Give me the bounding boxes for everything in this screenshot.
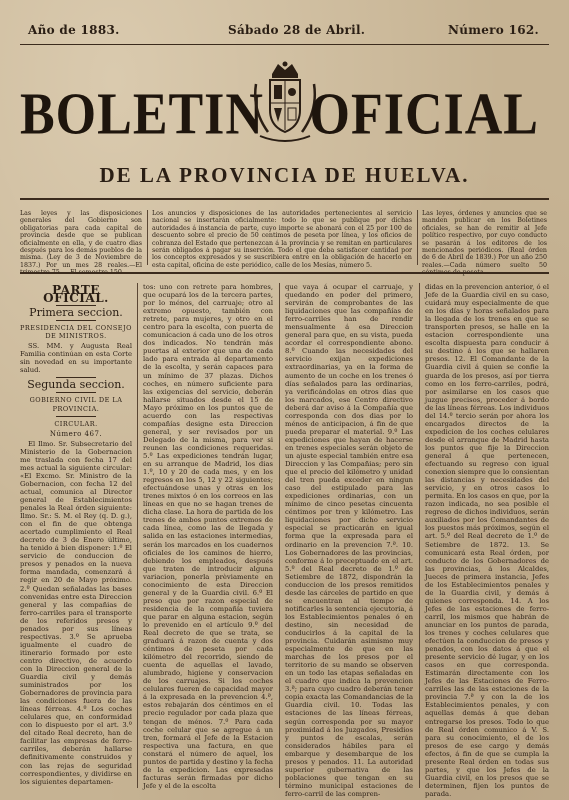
paragraph: El Ilmo. Sr. Subsecretario del Ministerio de la Gobernacion me traslada con fecha 17 del mes actual la siguiente circular: «El Excmo. Sr. Ministro de la Gobernacion, con fecha 12 del actual, comunica al Director general de Establecimientos penales la Real órden siguiente: Ilmo. Sr.: S. M. el Rey (q. D. g.), con el fin de que obtenga acertado cumplimiento el Real decreto de 3 de Enero último, ha tenido á bien disponer: 1.º El servicio de conduccion de presos y penados en la nueva forma mandada, comenzará á regir en 20 de Mayo próximo. 2.º Quedan señaladas las bases convenidas entre esta Direccion general y las compañias de ferro-carriles para el transporte de los referidos presos y penados por sus líneas respectivas. 3.º Se aprueba igualmente el cuadro de itinerario formado por este centro directivo, de acuerdo con la Direccion general de la Guardia civil y demás suministrados por los Gobernadores de provincia para las condiciones fuera de las líneas férreas. 4.º Los coches celulares que, en conformidad con lo dispuesto por el art. 3.º del citado Real decreto, han de facilitar las empresas de ferro-carriles, deberán hallarse definitivamente construidos y con las rejas de seguridad correspondientes, y dividirse en los siguientes departamen- — [20, 439, 132, 786]
masthead-title-left: BOLETIN — [20, 81, 264, 148]
body-rule — [20, 272, 549, 274]
info-column-2: Los anuncios y disposiciones de las autoridades pertenecientes al servicio nacional se insertarán oficialmente: todo lo que se publique por dichas autoridades á instancia de parte, cuyo importe se abonará con el 25 por 100 de descuento sobre el precio de 50 centimos de peseta por línea, y los oficios de cobranza del Estado que pertenezcan á la provincia y se remitan en particulares serán obligados á pagar su inserción. Todo el que deba satisfacer cantidad por los conceptos expresados y se suscribiera entre en la obligación de hacerlo en esta capital, oficina de este periódico, calle de los Mesías, número 5. — [152, 210, 412, 269]
masthead-title-right: OFICIAL — [309, 81, 539, 148]
header-rule — [20, 44, 549, 45]
info-column-1: Las leyes y las disposiciones generales del Gobierno son obligatorias para cada capital de provincia desde que se publican oficialmente en ella, y de cuatro dias después para los demás pueblos de la misma. (Ley de 3 de Noviembre de 1837.) Por un mes 28 reales.—El trimestre 75. —El semestre 150. — [20, 210, 142, 277]
issue-header — [20, 20, 549, 40]
paragraph: SS. MM. y Augusta Real Familia continúan en esta Corte sin novedad en su importante salud. — [20, 342, 132, 375]
body-column-1 — [20, 283, 132, 788]
body-column-4 — [425, 283, 549, 798]
info-divider — [417, 210, 418, 265]
column-divider — [419, 283, 420, 788]
masthead-rule — [20, 198, 549, 200]
issue-date: Sábado 28 de Abril. — [228, 23, 366, 37]
circular-heading: CIRCULAR. — [54, 419, 98, 428]
body-column-3 — [285, 283, 413, 798]
section-heading-primera: Primera seccion. — [29, 306, 123, 320]
info-column-3: Las leyes, órdenes y anuncios que se manden publicar en los Boletines oficiales, se han de remitir al Jefe político respectivo, por cuyo conducto se pasarán á los editores de los mencionados periódicos. (Real órden de 6 de Abril de 1839.) Por un año 250 reales.—Cada número suelto 50 céntimos de peseta. — [422, 210, 547, 277]
body-column-2 — [143, 283, 273, 788]
issue-number: Número 162. — [447, 23, 539, 37]
column-divider — [279, 283, 280, 788]
section-heading-parte-oficial: PARTE OFICIAL. — [43, 283, 109, 306]
column-divider — [137, 283, 138, 788]
circular-number: Número 467. — [49, 429, 103, 438]
divider — [56, 320, 96, 321]
subsection-presidencia: PRESIDENCIA DEL CONSEJO DE MINISTROS. — [20, 324, 132, 341]
section-heading-segunda: Segunda seccion. — [27, 378, 125, 392]
info-divider — [147, 210, 148, 265]
paragraph: que vaya á ocupar el carruaje, y quedando en poder del primero, servirán de comprobantes de las liquidaciones que las compañías de ferro-carriles han de rendir mensualmente á esa Direccion general para que, en su vista, pueda acordar el correspondiente abono. 8.º Cuando las necesidades del servicio exijan expediciones extraordinarias, ya en la forma de aumento de un coche en los trenes ó días señalados para las ordinarias, ya verificándolas en otros dias que los marcados, ese Centro directivo deberá dar aviso á la Compañía que corresponda con dos dias por lo ménos de anticipacion, á fin de que pueda preparar el material. 9.º Las expediciones que hayan de hacerse en trenes especiales serán objeto de un ajuste especial también entre esa Direccion y las Compañias; pero sin que el precio del kilómetro y unidad del tren pueda exceder en ningun caso del estipulado para las expediciones ordinarias, con un mínimo de cinco pesetas cincuenta céntimos por tren y kilómetro. Las liquidaciones por dicho servicio especial se practicarán en igual forma que la expresada para el ordinario en la prevencion 7.ª. 10. Los Gobernadores de las provincias, conforme á lo preceptuado en el art. 5.º del Real decreto de 1.º de Setiembre de 1872, dispondrán la conduccion de los presos remitidos desde las cárceles de partido en que se encuentran al tiempo de notificarles la sentencia ejecutoria, á los Establecimientos penales ó en destino, sin necesidad de conducirlos á la capital de la provincia. Cuidarán asimismo muy especialmente de que en las marchas de los presos por el territorio de su mando se observen en un todo las etapas señaladas en el cuadro que indica la prevencion 3.ª; para cuyo cuadro deberán tener copia exacta las Comandancias de la Guardia civil. 10. Todas las estaciones de las líneas férreas, según corresponda por su mayor proximidad á los Juzgados, Presidios y puntos de escalas, serán considerados hábiles para el embarque y desembarque de los presos y penados. 11. La autoridad superior gubernativa de las poblaciones que tengan en su término municipal estaciones de ferro-carril de las compren- — [285, 283, 413, 798]
paragraph: tos: uno con retrete para hombres, que ocupará los de la tercera partes, por lo ménos, del carruaje; otro al extremo opuesto, también con retrete, para mujeres, y otro en el centro para la escolta, con puerta de comunicacion á cada uno de los otros dos indicados. No tendrán más puertas al exterior que una de cada lado para entrada al departamento de la escolta, y serán capaces para un mínimo de 37 plazas. Dichos coches, en número suficiente para las exigencias del servicio, deberán hallarse situados desde el 15 de Mayo próximo en los puntos que de acuerdo con las respectivas compañías designe esta Direccion general, y ser revisados por un Delegado de la misma, para ver si reunen las condiciones requeridas. 5.º Las expediciones tendrán lugar, en su arranque de Madrid, los dias 1.º, 10 y 20 de cada mes, y en los regresos en los 5, 12 y 22 siguientes; efectuándose unas y otras en los trenes mixtos ó en los correos en las líneas en que no se hagan trenes de dicha clase. La hora de partida de los trenes de ambos puntos extremos de cada línea, como las de llegada y salida en las estaciones intermedias, serán los marcados en los cuadernos oficiales de los caminos de hierro, debiendo los empleados, después que traten de introducir alguna variacion, ponerla prèviamente en conocimiento de esta Direccion general y de la Guardia civil. 6.º El preso que por razon especial de residencia de la compañía tuviera que parar en alguna estacion, según lo prevenido en el artículo 9.º del Real decreto de que se trata, se graduará á razon de cuenta y dos céntimos de peseta por cada kilómetro del recorrido, siendo de cuenta de aquellas el lavado, alumbrado, higiene y conservacion de los carruajes. Si los coches celulares fueren de capacidad mayor á la expresada en la prevencion 4.ª, estos rebajarán dos céntimos en el precio regulador por cada plaza que tengan de ménos. 7.º Para cada coche celular que se agregue á un tren, formará el Jefe de la Estacion respectiva una factura, en que constará el número de aquel, los puntos de partida y destino y la fecha de la expedicion. Las expresadas facturas serán firmadas por dicho Jefe y el de la escolta — [143, 283, 273, 790]
issue-year: Año de 1883. — [28, 23, 120, 37]
masthead — [20, 60, 549, 150]
divider — [56, 416, 96, 417]
masthead-subtitle: DE LA PROVINCIA DE HUELVA. — [99, 163, 470, 187]
paragraph: didas en la prevencion anterior, ó el Jefe de la Guardia civil en su caso, cuidará muy especialmente de que en los días y horas señalados para la llegada de los trenes en que se transporten presos, se halle en la estacion correspondiente una escolta dispuesta para conducir á su destino á los que se hallaren presos. 12. El Comandante de la Guardia civil á quien se confie la guarda de los presos, así por tierra como en los ferro-carriles, podrá, por asimilarse en los casos que juzgue precisos, proceder á bordo de las líneas férreas. Los individuos del 14.º tercio serán por ahora los encargados directos de la expedicion de los coches celulares desde el arranque de Madrid hasta los puntos que fije la Direccion general á que pertenecen, efectuando su regreso con igual conexion siempre que lo consientan las distancias y necesidades del servicio, y en otros casos lo permita. En los casos en que, por la razon indicada, no sea posible el regreso de dichos individuos, serán auxiliados por los Comandantes de los puestos más próximos, según el art. 5.º del Real decreto de 1.º de Setiembre de 1872. 13. Se comunicará esta Real órden, por conducto de los Gobernadores de las provincias, á los Alcaldes, Jueces de primera instancia, Jefes de los Establecimientos penales y de la Guardia civil, y demás á quienes corresponda. 14. A los Jefes de las estaciones de ferro-carril, los mismos que habrán de anunciar en los puntos de parada, los trenes y coches celulares que efectúen la conduccion de presos y penados, con los datos á que el presente servicio dé lugar, y en los casos en que corresponda. Estimarán directamente con los Jefes de las Estaciones de Ferro-carriles las de las estaciones de la provincia 7.ª y con la de los Establecimientos penales, y con aquellas demás á que deban entregarse los presos. Todo lo que de Real órden comunico á V. S. para su conocimiento, el de los presos de ese cargo y demás efectos, á fin de que se cumpla la presente Real órden en todas sus partes, y que los Jefes de la Guardia civil, en los presos que se determinen, fijen los puntos de parada. — [425, 283, 549, 798]
subsection-gobierno-civil: GOBIERNO CIVIL DE LA PROVINCIA. — [29, 396, 123, 413]
divider — [56, 392, 96, 393]
